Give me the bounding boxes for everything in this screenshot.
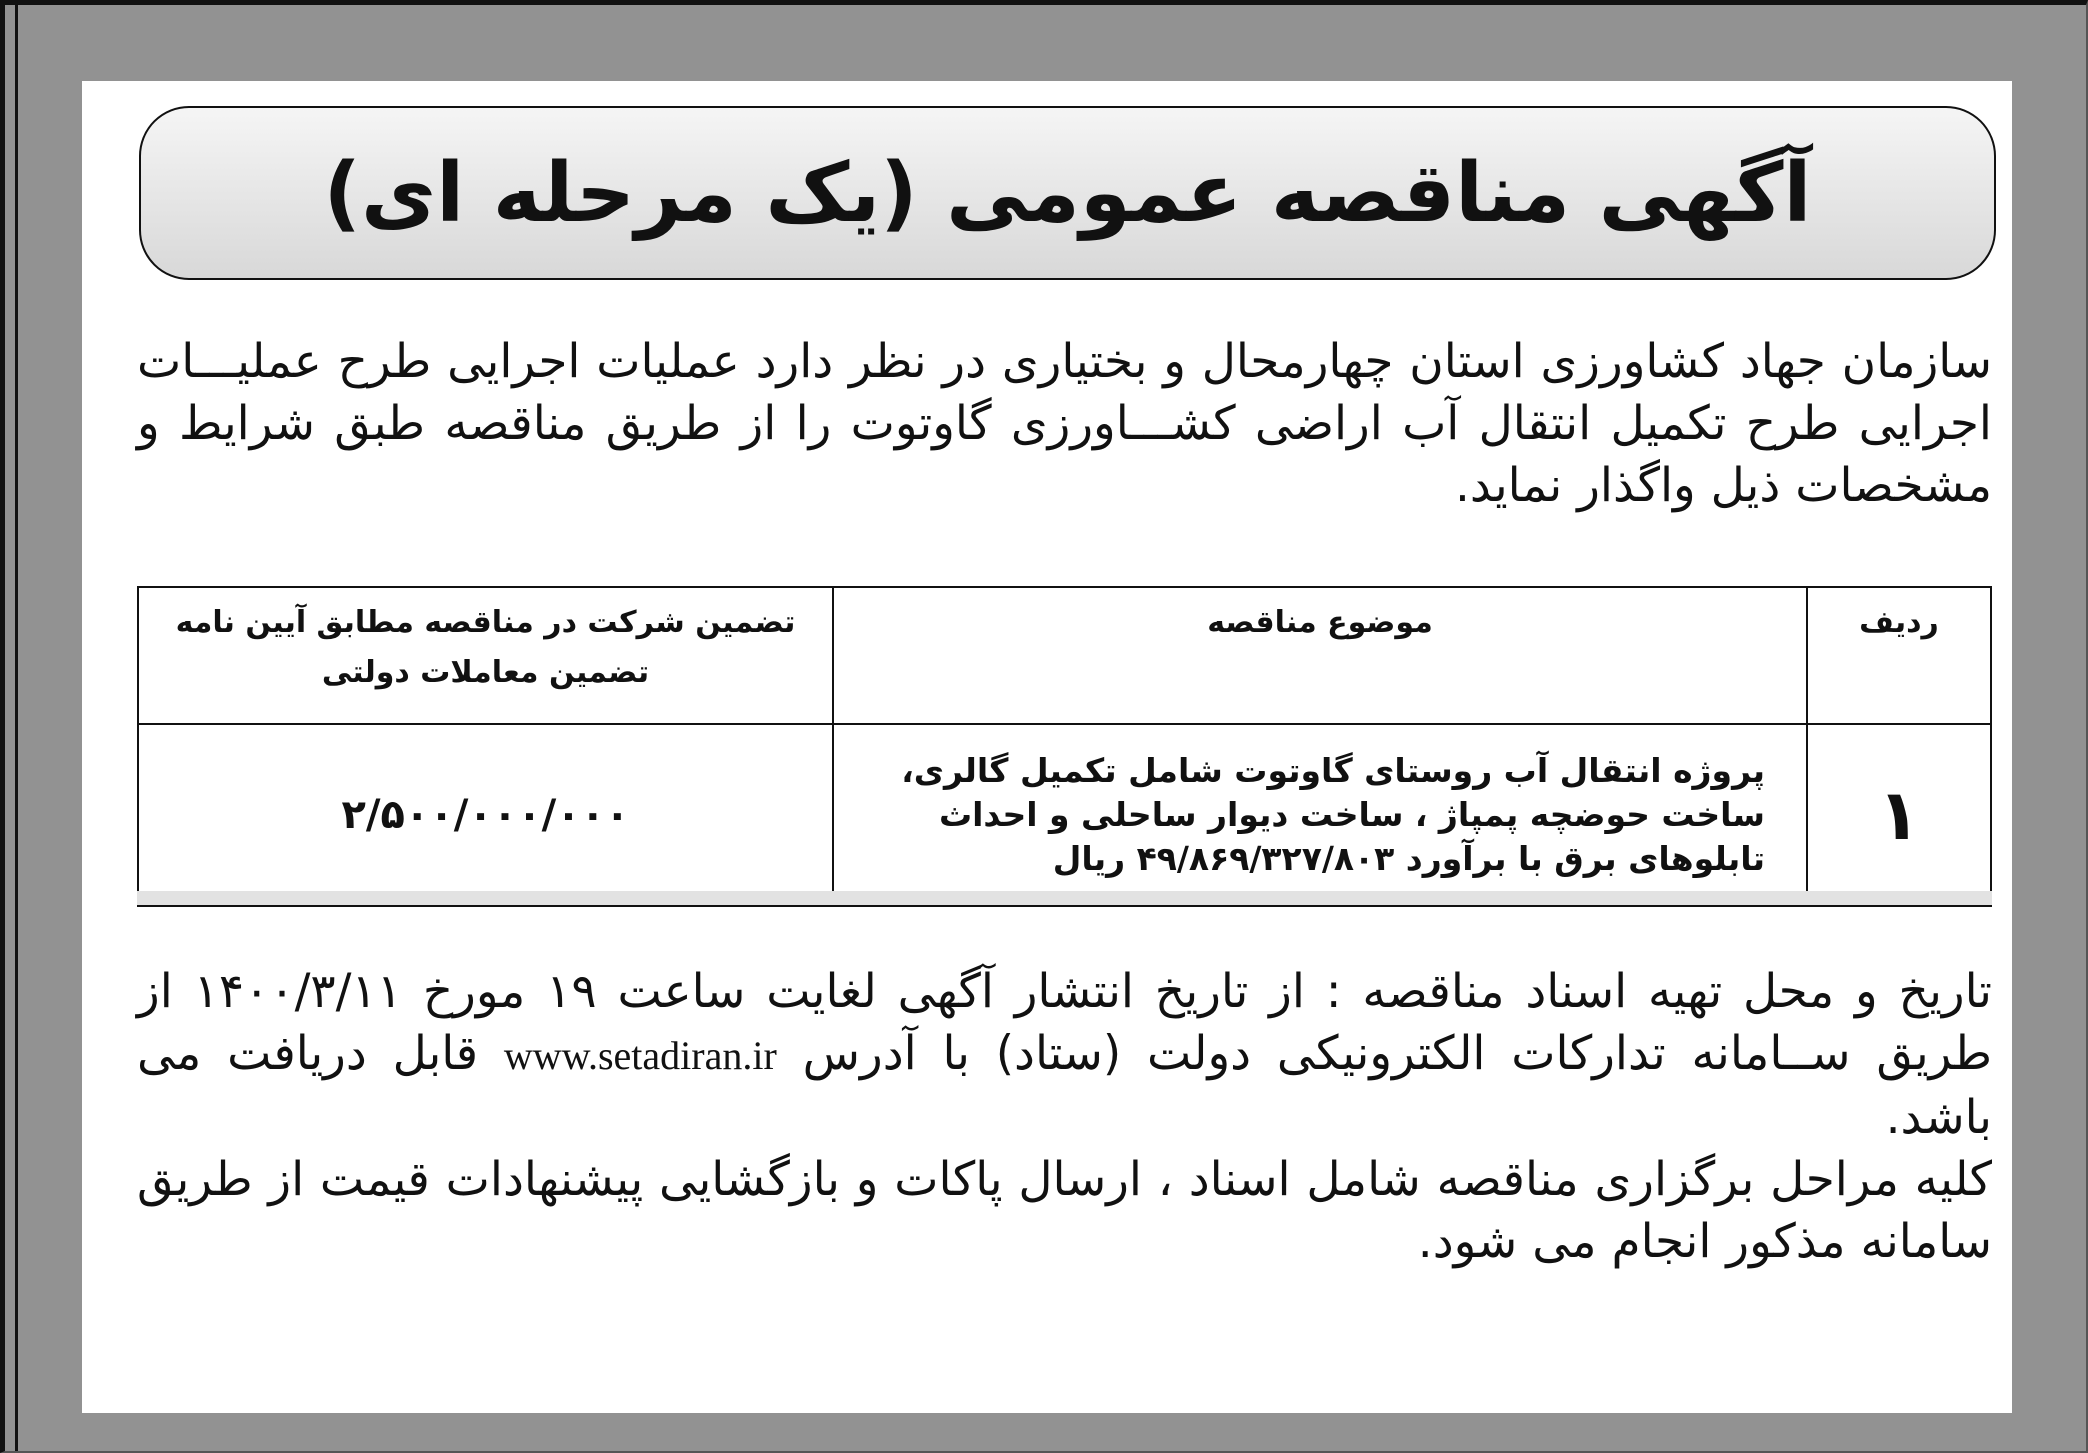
notice-title: آگهی مناقصه عمومی (یک مرحله ای): [323, 145, 1812, 241]
subject-line: ساخت حوضچه پمپاژ ، ساخت دیوار ساحلی و احداث: [938, 795, 1765, 834]
process-paragraph: کلیه مراحل برگزاری مناقصه شامل اسناد ، ارسال پاکات و بازگشایی پیشنهادات قیمت از طریق سامانه مذکور انجام می شود.: [137, 1152, 1992, 1269]
guarantee-amount: ۲/۵۰۰/۰۰۰/۰۰۰: [138, 724, 833, 906]
header-row-number: ردیف: [1807, 587, 1991, 724]
footer-paragraphs: [137, 961, 1992, 1273]
documents-paragraph: [137, 961, 1992, 1149]
table-header-row: [138, 587, 1991, 724]
documents-text-end: قابل دریافت می باشد.: [137, 1026, 1992, 1145]
header-guarantee: تضمین شرکت در مناقصه مطابق آیین نامه تضمین معاملات دولتی: [138, 587, 833, 724]
table-row: [138, 724, 1991, 906]
subject-line: تابلوهای برق با برآورد ۴۹/۸۶۹/۳۲۷/۸۰۳ ریال: [1052, 839, 1765, 878]
intro-paragraph: سازمان جهاد کشاورزی استان چهارمحال و بختیاری در نظر دارد عملیات اجرایی طرح عملیـــات اجرایی طرح تکمیل انتقال آب اراضی کشـــاورزی گاوتوت را از طریق مناقصه طبق شرایط و مشخصات ذیل واگذار نماید.: [137, 334, 1992, 513]
title-box: [139, 106, 1996, 280]
row-number: ۱: [1807, 724, 1991, 906]
header-subject: موضوع مناقصه: [833, 587, 1807, 724]
table-shadow: [137, 891, 1992, 905]
website-link[interactable]: www.setadiran.ir: [503, 1033, 777, 1078]
subject-cell: [833, 724, 1807, 906]
documents-text: تاریخ و محل تهیه اسناد مناقصه : از تاریخ انتشار آگهی لغایت ساعت ۱۹ مورخ ۱۴۰۰/۳/۱۱ از طریق ســامانه تدارکات الکترونیکی دولت (ستاد) با آدرس: [137, 964, 1993, 1081]
notice-paper: [82, 81, 2012, 1413]
subject-line: پروژه انتقال آب روستای گاوتوت شامل تکمیل گالری،: [901, 751, 1765, 790]
tender-table: [137, 586, 1992, 907]
